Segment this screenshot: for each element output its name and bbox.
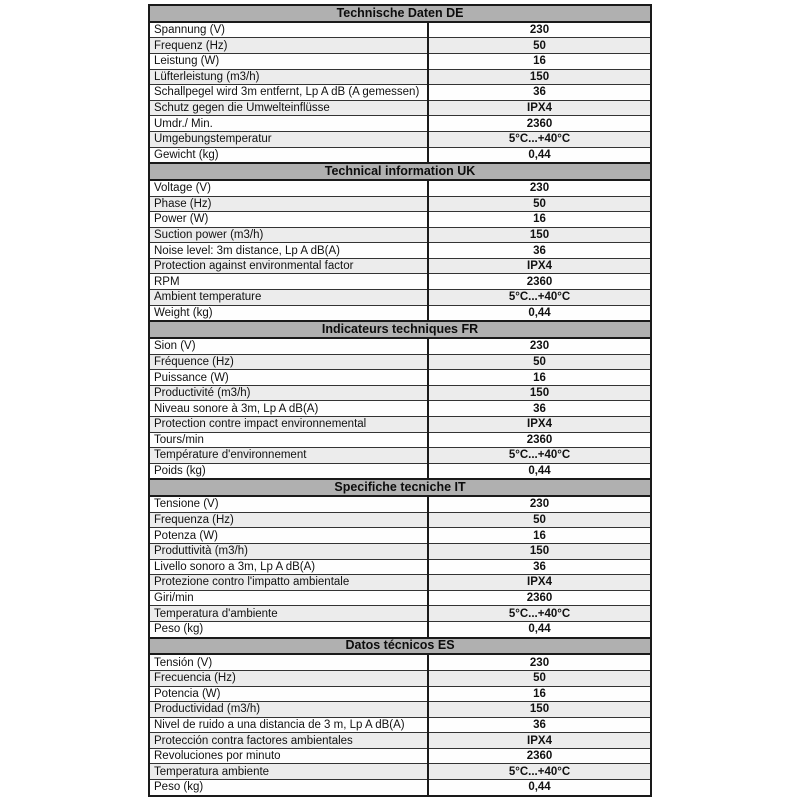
table-row xyxy=(149,432,651,448)
row-label: RPM xyxy=(149,274,428,290)
row-label: Tensión (V) xyxy=(149,654,428,670)
row-value: 2360 xyxy=(428,748,651,764)
section-title: Technical information UK xyxy=(149,163,651,180)
row-label: Productividad (m3/h) xyxy=(149,702,428,718)
technical-data-table xyxy=(148,4,652,797)
row-label: Livello sonoro a 3m, Lp A dB(A) xyxy=(149,559,428,575)
section-title: Specifiche tecniche IT xyxy=(149,479,651,496)
table-row xyxy=(149,22,651,38)
table-row xyxy=(149,54,651,70)
table-row xyxy=(149,196,651,212)
row-value: 5°C...+40°C xyxy=(428,764,651,780)
table-row xyxy=(149,590,651,606)
row-value: 16 xyxy=(428,54,651,70)
table-row xyxy=(149,147,651,163)
row-value: IPX4 xyxy=(428,575,651,591)
table-row xyxy=(149,528,651,544)
table-row xyxy=(149,38,651,54)
row-value: 50 xyxy=(428,512,651,528)
row-value: 50 xyxy=(428,354,651,370)
row-label: Produttività (m3/h) xyxy=(149,543,428,559)
row-label: Noise level: 3m distance, Lp A dB(A) xyxy=(149,243,428,259)
row-value: 230 xyxy=(428,22,651,38)
table-row xyxy=(149,354,651,370)
table-row xyxy=(149,338,651,354)
row-value: 5°C...+40°C xyxy=(428,448,651,464)
table-row xyxy=(149,274,651,290)
table-row xyxy=(149,116,651,132)
row-value: IPX4 xyxy=(428,258,651,274)
table-row xyxy=(149,69,651,85)
row-label: Leistung (W) xyxy=(149,54,428,70)
row-value: 150 xyxy=(428,385,651,401)
table-row xyxy=(149,212,651,228)
table-row xyxy=(149,575,651,591)
section-header-row xyxy=(149,5,651,22)
row-label: Frequenz (Hz) xyxy=(149,38,428,54)
row-label: Schallpegel wird 3m entfernt, Lp A dB (A gemessen) xyxy=(149,85,428,101)
row-value: 230 xyxy=(428,654,651,670)
row-value: 0,44 xyxy=(428,780,651,797)
section-header-row xyxy=(149,163,651,180)
row-label: Power (W) xyxy=(149,212,428,228)
table-row xyxy=(149,717,651,733)
row-value: 0,44 xyxy=(428,621,651,637)
table-row xyxy=(149,621,651,637)
table-row xyxy=(149,686,651,702)
row-label: Voltage (V) xyxy=(149,180,428,196)
row-label: Spannung (V) xyxy=(149,22,428,38)
row-value: 150 xyxy=(428,702,651,718)
table-row xyxy=(149,401,651,417)
row-value: 2360 xyxy=(428,116,651,132)
table-row xyxy=(149,654,651,670)
row-value: IPX4 xyxy=(428,417,651,433)
row-value: 50 xyxy=(428,38,651,54)
row-label: Suction power (m3/h) xyxy=(149,227,428,243)
table-row xyxy=(149,670,651,686)
table-row xyxy=(149,702,651,718)
section-title: Technische Daten DE xyxy=(149,5,651,22)
row-label: Temperatura ambiente xyxy=(149,764,428,780)
row-value: 5°C...+40°C xyxy=(428,290,651,306)
row-label: Weight (kg) xyxy=(149,305,428,321)
row-label: Fréquence (Hz) xyxy=(149,354,428,370)
row-value: 16 xyxy=(428,212,651,228)
table-row xyxy=(149,305,651,321)
table-row xyxy=(149,496,651,512)
table-row xyxy=(149,243,651,259)
row-label: Sion (V) xyxy=(149,338,428,354)
row-label: Tensione (V) xyxy=(149,496,428,512)
table-row xyxy=(149,764,651,780)
row-label: Productivité (m3/h) xyxy=(149,385,428,401)
row-label: Giri/min xyxy=(149,590,428,606)
row-value: 230 xyxy=(428,180,651,196)
table-row xyxy=(149,258,651,274)
table-row xyxy=(149,290,651,306)
row-value: 16 xyxy=(428,370,651,386)
row-value: 36 xyxy=(428,401,651,417)
row-value: 230 xyxy=(428,496,651,512)
table-row xyxy=(149,100,651,116)
table-row xyxy=(149,85,651,101)
row-value: 36 xyxy=(428,717,651,733)
table-row xyxy=(149,370,651,386)
row-value: 0,44 xyxy=(428,305,651,321)
section-title: Datos técnicos ES xyxy=(149,638,651,655)
row-value: 150 xyxy=(428,69,651,85)
table-row xyxy=(149,559,651,575)
table-row xyxy=(149,180,651,196)
table-row xyxy=(149,385,651,401)
table-row xyxy=(149,780,651,797)
row-label: Niveau sonore à 3m, Lp A dB(A) xyxy=(149,401,428,417)
table-row xyxy=(149,606,651,622)
table-row xyxy=(149,417,651,433)
section-header-row xyxy=(149,638,651,655)
section-header-row xyxy=(149,479,651,496)
row-label: Phase (Hz) xyxy=(149,196,428,212)
table-row xyxy=(149,543,651,559)
row-value: 16 xyxy=(428,686,651,702)
table-row xyxy=(149,733,651,749)
row-label: Protección contra factores ambientales xyxy=(149,733,428,749)
row-value: 5°C...+40°C xyxy=(428,131,651,147)
row-label: Température d'environnement xyxy=(149,448,428,464)
row-label: Temperatura d'ambiente xyxy=(149,606,428,622)
section-title: Indicateurs techniques FR xyxy=(149,321,651,338)
row-value: 2360 xyxy=(428,274,651,290)
row-label: Tours/min xyxy=(149,432,428,448)
row-label: Frequenza (Hz) xyxy=(149,512,428,528)
row-value: 230 xyxy=(428,338,651,354)
row-value: 2360 xyxy=(428,432,651,448)
table-row xyxy=(149,227,651,243)
row-label: Puissance (W) xyxy=(149,370,428,386)
row-label: Peso (kg) xyxy=(149,780,428,797)
row-label: Peso (kg) xyxy=(149,621,428,637)
row-label: Potenza (W) xyxy=(149,528,428,544)
row-value: 36 xyxy=(428,243,651,259)
row-label: Protection contre impact environnemental xyxy=(149,417,428,433)
row-value: 5°C...+40°C xyxy=(428,606,651,622)
section-header-row xyxy=(149,321,651,338)
row-value: 2360 xyxy=(428,590,651,606)
row-label: Poids (kg) xyxy=(149,463,428,479)
table-row xyxy=(149,512,651,528)
row-label: Schutz gegen die Umwelteinflüsse xyxy=(149,100,428,116)
table-row xyxy=(149,131,651,147)
row-value: 50 xyxy=(428,670,651,686)
row-value: IPX4 xyxy=(428,733,651,749)
row-label: Protection against environmental factor xyxy=(149,258,428,274)
row-value: 50 xyxy=(428,196,651,212)
row-value: 150 xyxy=(428,543,651,559)
row-label: Ambient temperature xyxy=(149,290,428,306)
row-label: Revoluciones por minuto xyxy=(149,748,428,764)
row-value: 0,44 xyxy=(428,463,651,479)
row-label: Gewicht (kg) xyxy=(149,147,428,163)
row-label: Protezione contro l'impatto ambientale xyxy=(149,575,428,591)
table-row xyxy=(149,463,651,479)
row-value: 36 xyxy=(428,85,651,101)
table-row xyxy=(149,448,651,464)
row-label: Frecuencia (Hz) xyxy=(149,670,428,686)
table-row xyxy=(149,748,651,764)
row-label: Umdr./ Min. xyxy=(149,116,428,132)
table-body xyxy=(149,5,651,796)
row-value: 16 xyxy=(428,528,651,544)
row-value: 150 xyxy=(428,227,651,243)
row-label: Nivel de ruido a una distancia de 3 m, Lp A dB(A) xyxy=(149,717,428,733)
row-label: Potencia (W) xyxy=(149,686,428,702)
row-value: IPX4 xyxy=(428,100,651,116)
row-value: 36 xyxy=(428,559,651,575)
row-value: 0,44 xyxy=(428,147,651,163)
row-label: Lüfterleistung (m3/h) xyxy=(149,69,428,85)
row-label: Umgebungstemperatur xyxy=(149,131,428,147)
